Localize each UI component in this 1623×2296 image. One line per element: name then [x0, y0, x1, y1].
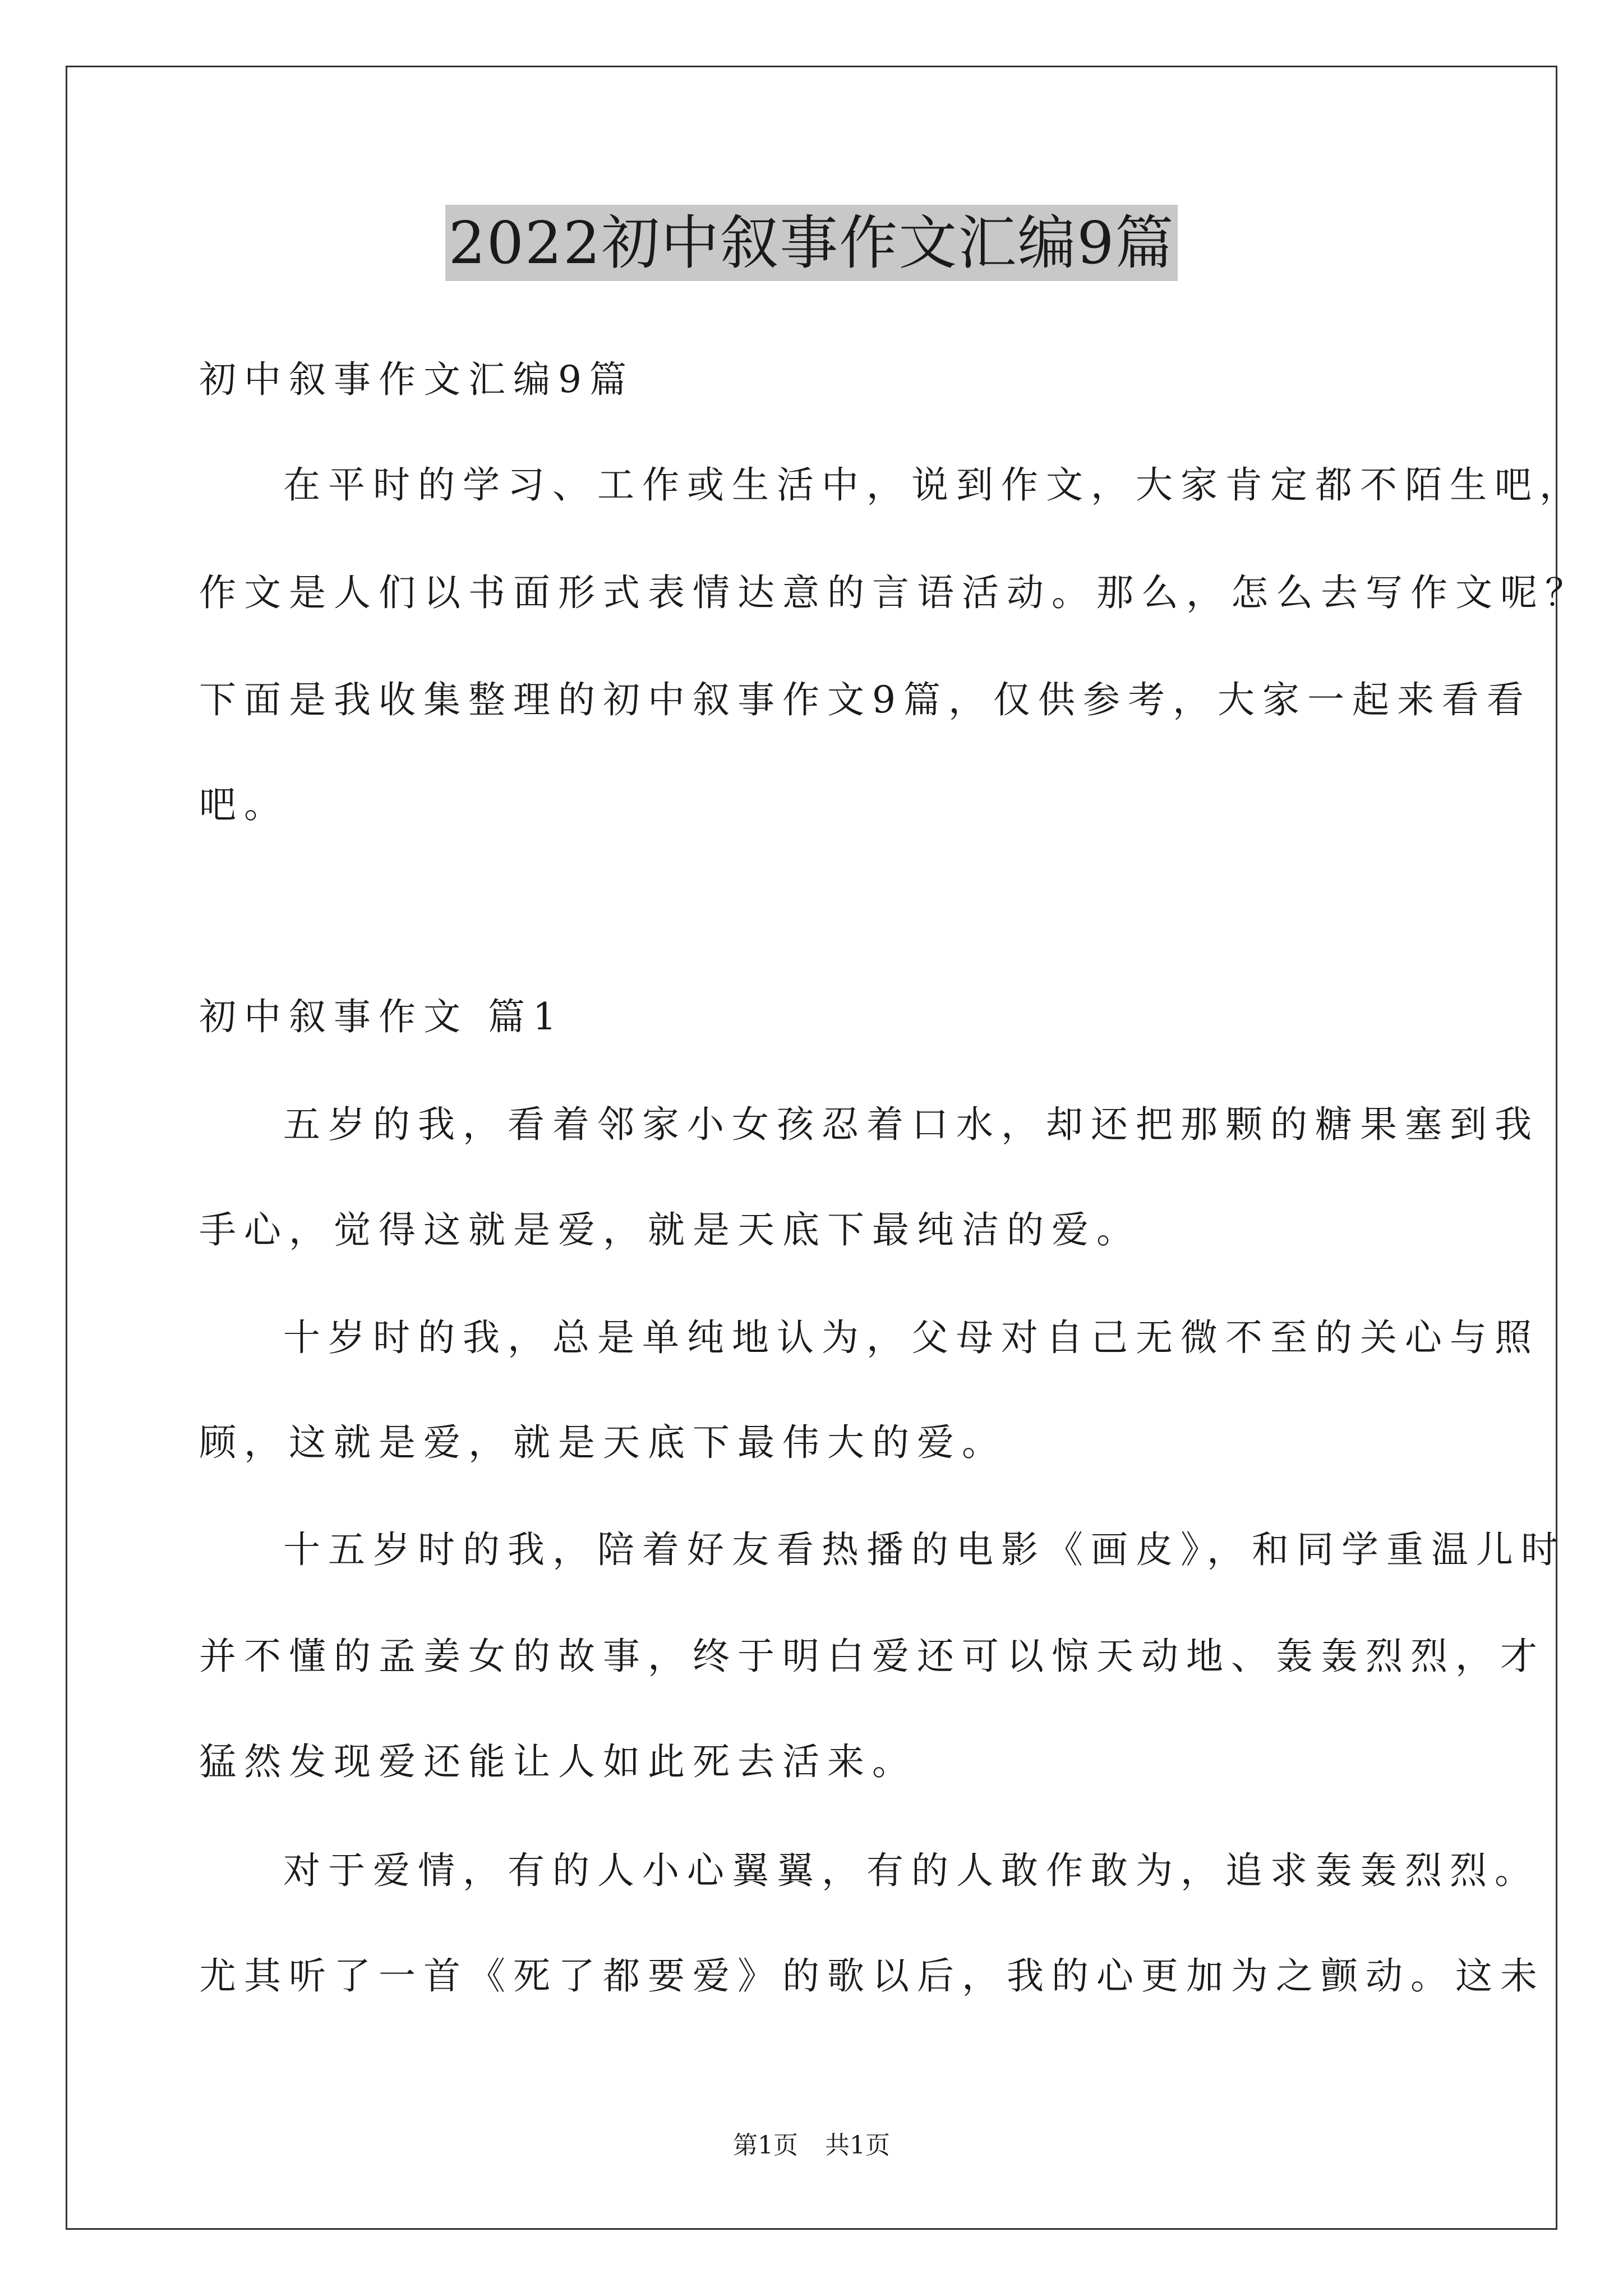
- page-footer: [0, 2129, 1623, 2162]
- paragraph-line: 猛然发现爱还能让人如此死去活来。: [199, 1740, 917, 1783]
- paragraph-line: 尤其听了一首《死了都要爱》的歌以后，我的心更加为之颤动。这未: [199, 1954, 1545, 1998]
- paragraph-line: 并不懂的孟姜女的故事，终于明白爱还可以惊天动地、轰轰烈烈，才: [199, 1635, 1545, 1678]
- intro-line: 在平时的学习、工作或生活中，说到作文，大家肯定都不陌生吧，: [283, 463, 1584, 507]
- paragraph-line: 对于爱情，有的人小心翼翼，有的人敢作敢为，追求轰轰烈烈。: [283, 1849, 1539, 1892]
- title-container: [0, 205, 1623, 281]
- intro-line: 下面是我收集整理的初中叙事作文9篇，仅供参考，大家一起来看看: [199, 678, 1532, 721]
- document-subtitle: 初中叙事作文汇编9篇: [199, 358, 634, 401]
- intro-line: 作文是人们以书面形式表情达意的言语活动。那么，怎么去写作文呢？: [199, 571, 1590, 614]
- paragraph-line: 十五岁时的我，陪着好友看热播的电影《画皮》，和同学重温儿时: [283, 1528, 1566, 1571]
- document-title: 2022初中叙事作文汇编9篇: [445, 205, 1178, 281]
- paragraph-line: 顾，这就是爱，就是天底下最伟大的爱。: [199, 1421, 1007, 1464]
- paragraph-line: 十岁时的我，总是单纯地认为，父母对自己无微不至的关心与照: [283, 1316, 1539, 1359]
- section-heading: 初中叙事作文 篇1: [199, 995, 564, 1038]
- page-total: 共1页: [825, 2131, 890, 2160]
- page-number: 第1页: [733, 2131, 798, 2160]
- paragraph-line: 手心，觉得这就是爱，就是天底下最纯洁的爱。: [199, 1208, 1141, 1251]
- paragraph-line: 五岁的我，看着邻家小女孩忍着口水，却还把那颗的糖果塞到我: [283, 1103, 1539, 1146]
- intro-line: 吧。: [199, 783, 289, 826]
